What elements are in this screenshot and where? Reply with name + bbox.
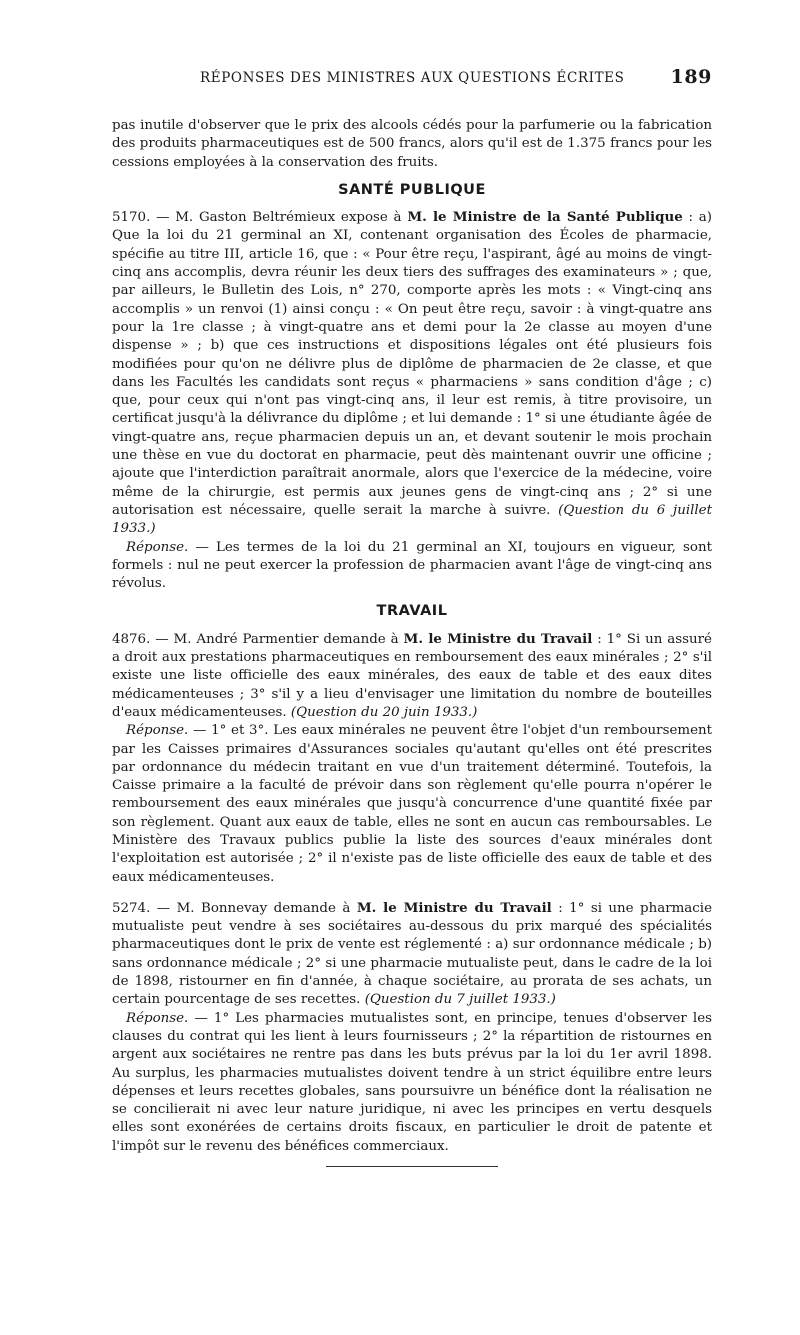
response-label: Réponse. (126, 1010, 189, 1026)
question-date: (Question du 6 juillet 1933.) (112, 502, 712, 537)
question-text (112, 208, 712, 538)
question-body: : a) Que la loi du 21 germinal an XI, contenant organisation des Écoles de pharmacie, spécifie au titre III, article 16, que : « Pour être reçu, l'aspirant, âgé au moins de vingt-cinq ans accomplis, devra réunir les deux tiers des suffrages des examinateurs » ; que, par ailleurs, le Bulletin des Lois, n° 270, comporte après les mots : « Vingt-cinq ans accomplis » un renvoi (1) ainsi conçu : « On peut être reçu, savoir : à vingt-quatre ans pour la 1re classe ; à vingt-quatre ans et demi pour la 2e classe au moyen d'une dispense » ; b) que ces instructions et dispositions légales ont été plusieurs fois modifiées pour qu'on ne délivre plus de diplôme de pharmacien de 2e classe, et que dans les Facultés les candidats sont reçus « pharmaciens » sans condition d'âge ; c) que, pour ceux qui n'ont pas vingt-cinq ans, il leur est remis, à titre provisoire, un certificat jusqu'à la délivrance du diplôme ; et lui demande : 1° si une étudiante âgée de vingt-quatre ans, reçue pharmacien depuis un an, et devant soutenir le mois prochain une thèse en vue du doctorat en pharmacie, peut dès maintenant ouvrir une officine ; ajoute que l'interdiction paraîtrait anormale, alors que l'exercice de la médecine, voire même de la chirurgie, est permis aux jeunes gens de vingt-cinq ans ; 2° si une autorisation est nécessaire, quelle serait la marche à suivre. (112, 210, 713, 518)
question-lead: 5170. — M. Gaston Beltrémieux expose à (112, 210, 402, 226)
response-label: Réponse. (126, 723, 189, 739)
question-lead: 4876. — M. André Parmentier demande à (112, 631, 399, 647)
question-date: (Question du 20 juin 1933.) (290, 704, 478, 720)
page-number: 189 (670, 66, 712, 88)
response-body: — Les termes de la loi du 21 germinal an XI, toujours en vigueur, sont formels : nul ne peut exercer la profession de pharmacien avant l'âge de vingt-cinq ans révolus. (112, 539, 712, 592)
section-heading-sante-publique: SANTÉ PUBLIQUE (338, 181, 486, 198)
question-4876 (112, 630, 712, 887)
running-title: RÉPONSES DES MINISTRES AUX QUESTIONS ÉCRITES (200, 70, 625, 86)
document-body (112, 117, 712, 1167)
intro-paragraph: pas inutile d'observer que le prix des alcools cédés pour la parfumerie ou la fabrication des produits pharmaceutiques est de 500 francs, alors qu'il est de 1.375 francs pour les cessions employées à la conservation des fruits. (112, 118, 712, 170)
response-text (112, 722, 712, 887)
question-date: (Question du 7 juillet 1933.) (364, 992, 556, 1008)
question-body: : 1° Si un assuré a droit aux prestations pharmaceutiques en remboursement des eaux minérales ; 2° s'il existe une liste officielle des eaux minérales, des eaux de table et des eaux dites médicamenteuses ; 3° s'il y a lieu d'envisager une limitation du nombre de bouteilles d'eaux médicamenteuses. (112, 631, 712, 720)
minister-name: M. le Ministre du Travail (403, 630, 593, 647)
response-text (112, 539, 712, 594)
response-label: Réponse. (126, 539, 189, 555)
response-text (112, 1010, 712, 1156)
response-body: — 1° Les pharmacies mutualistes sont, en principe, tenues d'observer les clauses du contrat qui les lient à leurs fournisseurs ; 2° la répartition de ristournes en argent aux sociétaires ne rentre pas dans les buts prévus par la loi du 1er avril 1898. Au surplus, les pharmacies mutualistes doivent tendre à un strict équilibre entre leurs dépenses et leurs recettes globales, sans poursuivre un bénéfice dont la réalisation ne se concilierait ni avec leur nature juridique, ni avec les principes en vertu desquels elles sont exonérées de certains droits fiscaux, en particulier le droit de patente et l'impôt sur le revenu des bénéfices commerciaux. (112, 1010, 713, 1154)
question-text (112, 630, 712, 722)
section-heading-travail: TRAVAIL (376, 603, 448, 620)
question-body: : 1° si une pharmacie mutualiste peut vendre à ses sociétaires au-dessous du prix marqué des spécialités pharmaceutiques dont le prix de vente est réglementé : a) sur ordonnance médicale ; b) sans ordonnance médicale ; 2° si une pharmacie mutualiste peut, dans le cadre de la loi de 1898, ristourner en fin d'année, à chaque sociétaire, au prorata de ses achats, un certain pourcentage de ses recettes. (112, 900, 712, 1008)
minister-name: M. le Ministre du Travail (356, 899, 552, 916)
question-5274 (112, 899, 712, 1156)
question-lead: 5274. — M. Bonnevay demande à (112, 900, 351, 916)
question-text (112, 899, 712, 1010)
response-body: — 1° et 3°. Les eaux minérales ne peuvent être l'objet d'un remboursement par les Caisses primaires d'Assurances sociales qu'autant qu'elles ont été prescrites par ordonnance du médecin traitant en vue d'un traitement déterminé. Toutefois, la Caisse primaire a la faculté de prévoir dans son règlement qu'elle pourra n'opérer le remboursement des eaux minérales que jusqu'à concurrence d'une quantité fixée par son règlement. Quant aux eaux de table, elles ne sont en aucun cas remboursables. Le Ministère des Travaux publics publie la liste des sources d'eaux minérales dont l'exploitation est autorisée ; 2° il n'existe pas de liste officielle des eaux de table et des eaux médicamenteuses. (112, 723, 712, 885)
spacer (112, 887, 712, 899)
end-rule (326, 1166, 498, 1167)
minister-name: M. le Ministre de la Santé Publique (407, 209, 683, 226)
question-5170 (112, 208, 712, 593)
